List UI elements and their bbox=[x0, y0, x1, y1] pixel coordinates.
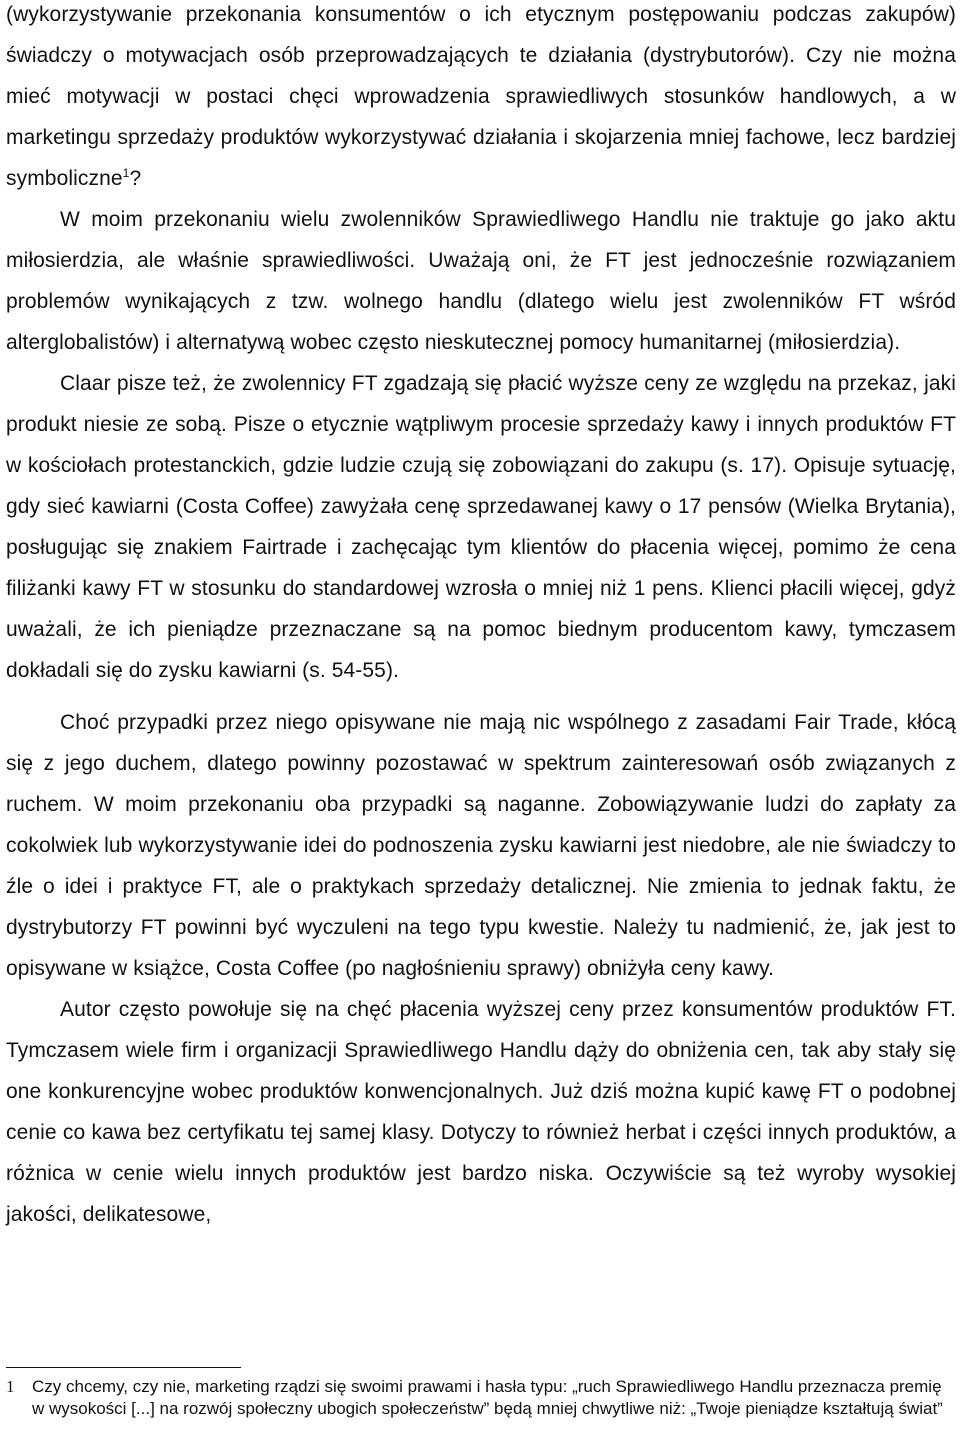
document-page bbox=[6, 0, 956, 1235]
paragraph-2: W moim przekonaniu wielu zwolenników Sprawiedliwego Handlu nie traktuje go jako aktu miłosierdzia, ale właśnie sprawiedliwości. Uważają oni, że FT jest jednocześnie rozwiązaniem problemów wynikających z tzw. wolnego handlu (dlatego wielu jest zwolenników FT wśród alterglobalistów) i alternatywą wobec często nieskutecznej pomocy humanitarnej (miłosierdzia). bbox=[6, 208, 956, 354]
footnote-reference[interactable]: 1 bbox=[122, 166, 130, 180]
footnote-text: Czy chcemy, czy nie, marketing rządzi się swoimi prawami i hasła typu: „ruch Sprawiedliwego Handlu przeznacza premię w wysokości [...] na rozwój społeczny ubogich społeczeństw” będą mniej chwytliwe niż: „Twoje pieniądze kształtują świat” bbox=[32, 1377, 943, 1418]
footnote-number: 1 bbox=[6, 1377, 15, 1396]
paragraph-1 bbox=[6, 0, 956, 199]
footnote-separator bbox=[6, 1367, 241, 1368]
paragraph-1-text: (wykorzystywanie przekonania konsumentów o ich etycznym postępowaniu podczas zakupów) świadczy o motywacjach osób przeprowadzających te działania (dystrybutorów). Czy nie można mieć motywacji w postaci chęci wprowadzenia sprawiedliwych stosunków handlowych, a w marketingu sprzedaży produktów wykorzystywać działania i skojarzenia mniej fachowe, lecz bardziej symboliczne bbox=[6, 3, 956, 190]
paragraph-4: Choć przypadki przez niego opisywane nie mają nic wspólnego z zasadami Fair Trade, kłócą się z jego duchem, dlatego powinny pozostawać w spektrum zainteresowań osób związanych z ruchem. W moim przekonaniu oba przypadki są naganne. Zobowiązywanie ludzi do zapłaty za cokolwiek lub wykorzystywanie idei do podnoszenia zysku kawiarni jest niedobre, ale nie świadczy to źle o idei i praktyce FT, ale o praktykach sprzedaży detalicznej. Nie zmienia to jednak faktu, że dystrybutorzy FT powinni być wyczuleni na tego typu kwestie. Należy tu nadmienić, że, jak jest to opisywane w książce, Costa Coffee (po nagłośnieniu sprawy) obniżyła ceny kawy. bbox=[6, 711, 956, 980]
footnote bbox=[6, 1376, 956, 1420]
paragraph-1-text-end: ? bbox=[129, 167, 142, 190]
paragraph-3: Claar pisze też, że zwolennicy FT zgadzają się płacić wyższe ceny ze względu na przekaz, jaki produkt niesie ze sobą. Pisze o etycznie wątpliwym procesie sprzedaży kawy i innych produktów FT w kościołach protestanckich, gdzie ludzie czują się zobowiązani do zakupu (s. 17). Opisuje sytuację, gdy sieć kawiarni (Costa Coffee) zawyżała cenę sprzedawanej kawy o 17 pensów (Wielka Brytania), posługując się znakiem Fairtrade i zachęcając tym klientów do płacenia więcej, pomimo że cena filiżanki kawy FT w stosunku do standardowej wzrosła o mniej niż 1 pens. Klienci płacili więcej, gdyż uważali, że ich pieniądze przeznaczane są na pomoc biednym producentom kawy, tymczasem dokładali się do zysku kawiarni (s. 54-55). bbox=[6, 372, 956, 682]
paragraph-5: Autor często powołuje się na chęć płacenia wyższej ceny przez konsumentów produktów FT. Tymczasem wiele firm i organizacji Sprawiedliwego Handlu dąży do obniżenia cen, tak aby stały się one konkurencyjne wobec produktów konwencjonalnych. Już dziś można kupić kawę FT o podobnej cenie co kawa bez certyfikatu tej samej klasy. Dotyczy to również herbat i części innych produktów, a różnica w cenie wielu innych produktów jest bardzo niska. Oczywiście są też wyroby wysokiej jakości, delikatesowe, bbox=[6, 998, 956, 1226]
